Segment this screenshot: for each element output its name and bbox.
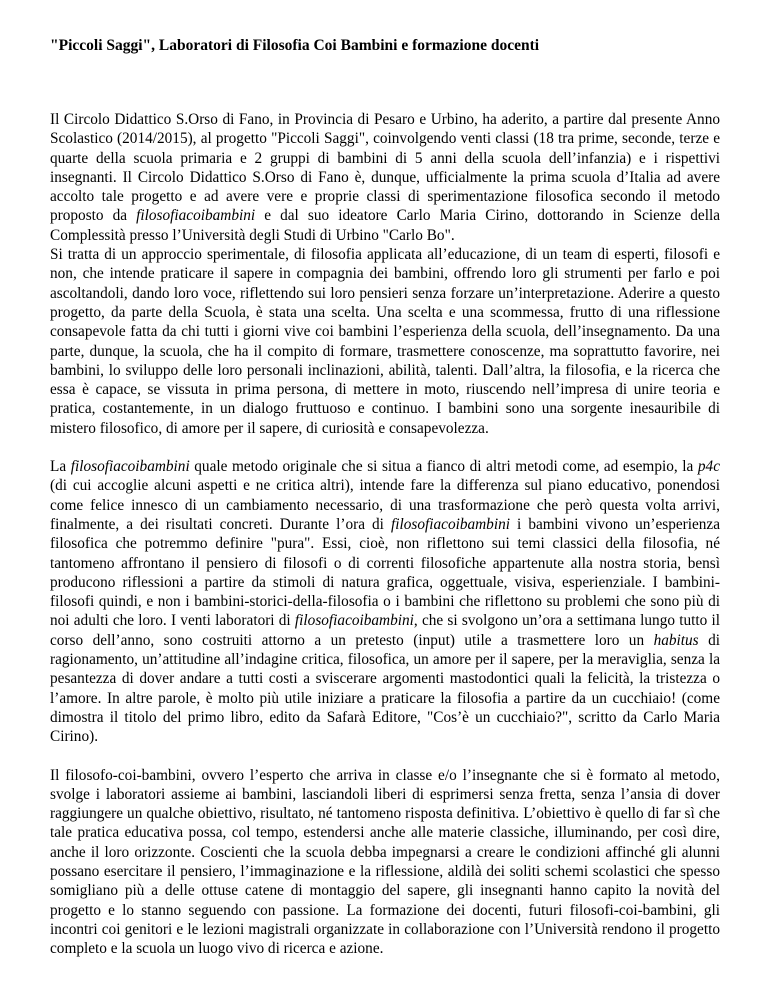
paragraph-1-segment-2: filosofiacoibambini (136, 207, 256, 225)
paragraph-4-segment-1: Il filosofo-coi-bambini, ovvero l’esperto che arriva in classe e/o l’insegnante che si è formato al metodo, svolge i laboratori assieme ai bambini, lasciandoli liberi di esprimersi senza fretta, senza l’ansia di dover raggiungere un qualche obiettivo, risultato, né tantomeno risposta definitiva. L’obiettivo è quello di far sì che tale pratica educativa possa, col tempo, estendersi anche alle materie classiche, illuminando, per così dire, anche il loro orizzonte. Coscienti che la scuola debba impegnarsi a creare le condizioni affinché gli alunni possano esercitare il pensiero, l’immaginazione e la riflessione, aldilà dei soliti schemi scolastici che spesso somigliano più a delle ottuse catene di montaggio del sapere, gli insegnanti hanno capito la novità del progetto e lo stanno seguendo con passione. La formazione dei docenti, futuri filosofi-coi-bambini, gli incontri coi genitori e le lezioni magistrali organizzate in collaborazione con l’Università rendono il progetto completo e la scuola un luogo vivo di ricerca e azione. (50, 766, 720, 958)
paragraph-3-segment-7: i bambini vivono un’esperienza filosofica che potremmo definire "pura". Essi, cioè, non riflettono sui temi classici della filosofia, né tantomeno affrontano il pensiero di filosofi o di correnti filosofiche appartenute alla nostra storia, bensì producono riflessioni a partire da stimoli di natura grafica, oggettuale, visiva, esperienziale. I bambini-filosofi quindi, e non i bambini-storici-della-filosofia o i bambini che riflettono su problemi che sono più di noi adulti che loro. I venti laboratori di (50, 515, 721, 630)
paragraph-3-segment-10: habitus (653, 631, 699, 649)
paragraph-4 (50, 766, 720, 959)
paragraph-2-segment-1: Si tratta di un approccio sperimentale, di filosofia applicata all’educazione, di un team di esperti, filosofi e non, che intende praticare il sapere in compagnia dei bambini, offrendo loro gli strumenti per farlo e poi ascoltandoli, dando loro voce, riflettendo sui loro pensieri senza forzare un’interpretazione. Aderire a questo progetto, da parte della Scuola, è stata una scelta. Una scelta e una scommessa, frutto di una riflessione consapevole fatta da chi tutti i giorni vive coi bambini l’esperienza della scuola, dell’insegnamento. Da una parte, dunque, la scuola, che ha il compito di formare, trasmettere conoscenze, ma soprattutto favorire, nei bambini, lo sviluppo delle loro personali inclinazioni, abilità, talenti. Dall’altra, la filosofia, e la ricerca che essa è capace, se vissuta in prima persona, di mettere in moto, riuscendo nell’impresa di unire teoria e pratica, costantemente, in un dialogo fruttuoso e continuo. I bambini sono una sorgente inesauribile di mistero filosofico, di amore per il sapere, di curiosità e consapevolezza. (50, 246, 720, 437)
paragraph-3-segment-5: (di cui accoglie alcuni aspetti e ne critica altri), intende fare la differenza sul piano educativo, ponendosi come felice innesco di un cambiamento necessario, di una trasformazione che però questa volta arrivi, finalmente, a dei risultati concreti. Durante l’ora di (50, 477, 720, 533)
document-title: "Piccoli Saggi", Laboratori di Filosofia Coi Bambini e formazione docenti (50, 37, 540, 54)
paragraph-3-segment-8: filosofiacoibambini (294, 612, 414, 630)
paragraph-1-segment-3: e dal suo ideatore Carlo Maria Cirino, dottorando in Scienze della Complessità presso l’Università degli Studi di Urbino "Carlo Bo". (50, 207, 720, 244)
paragraph-3-segment-4: p4c (697, 458, 720, 476)
paragraph-3-segment-6: filosofiacoibambini (391, 515, 510, 533)
paragraph-3-segment-11: di ragionamento, un’attitudine all’indagine critica, filosofica, un amore per il sapere, per la meraviglia, senza la pesantezza di dover andare a tutti costi a sviscerare argomenti mastodontici quali la felicità, la tristezza o l’amore. In altre parole, è molto più utile iniziare a praticare la filosofia a partire da un cucchiaio! (come dimostra il titolo del primo libro, edito da Safarà Editore, "Cos’è un cucchiaio?", scritto da Carlo Maria Cirino). (50, 631, 720, 746)
paragraph-3 (50, 457, 720, 746)
paragraph-1-segment-1: Il Circolo Didattico S.Orso di Fano, in Provincia di Pesaro e Urbino, ha aderito, a partire dal presente Anno Scolastico (2014/2015), al progetto "Piccoli Saggi", coinvolgendo venti classi (18 tra prime, seconde, terze e quarte della scuola primaria e 2 gruppi di bambini di 5 anni della scuola dell’infanzia) e i rispettivi insegnanti. Il Circolo Didattico S.Orso di Fano è, dunque, ufficialmente la prima scuola d’Italia ad avere accolto tale progetto e ad avere vere e proprie classi di sperimentazione filosofica secondo il metodo proposto da (50, 111, 720, 225)
paragraph-3-segment-2: filosofiacoibambini (70, 458, 190, 476)
paragraph-1 (50, 110, 720, 245)
paragraph-3-segment-1: La (50, 458, 71, 476)
paragraph-3-segment-3: quale metodo originale che si situa a fianco di altri metodi come, ad esempio, la (189, 458, 698, 476)
document-page (50, 36, 720, 958)
paragraph-2 (50, 245, 720, 438)
paragraph-3-segment-9: , che si svolgono un’ora a settimana lungo tutto il corso dell’anno, sono costruiti attorno a un pretesto (input) utile a trasmettere loro un (50, 612, 720, 649)
